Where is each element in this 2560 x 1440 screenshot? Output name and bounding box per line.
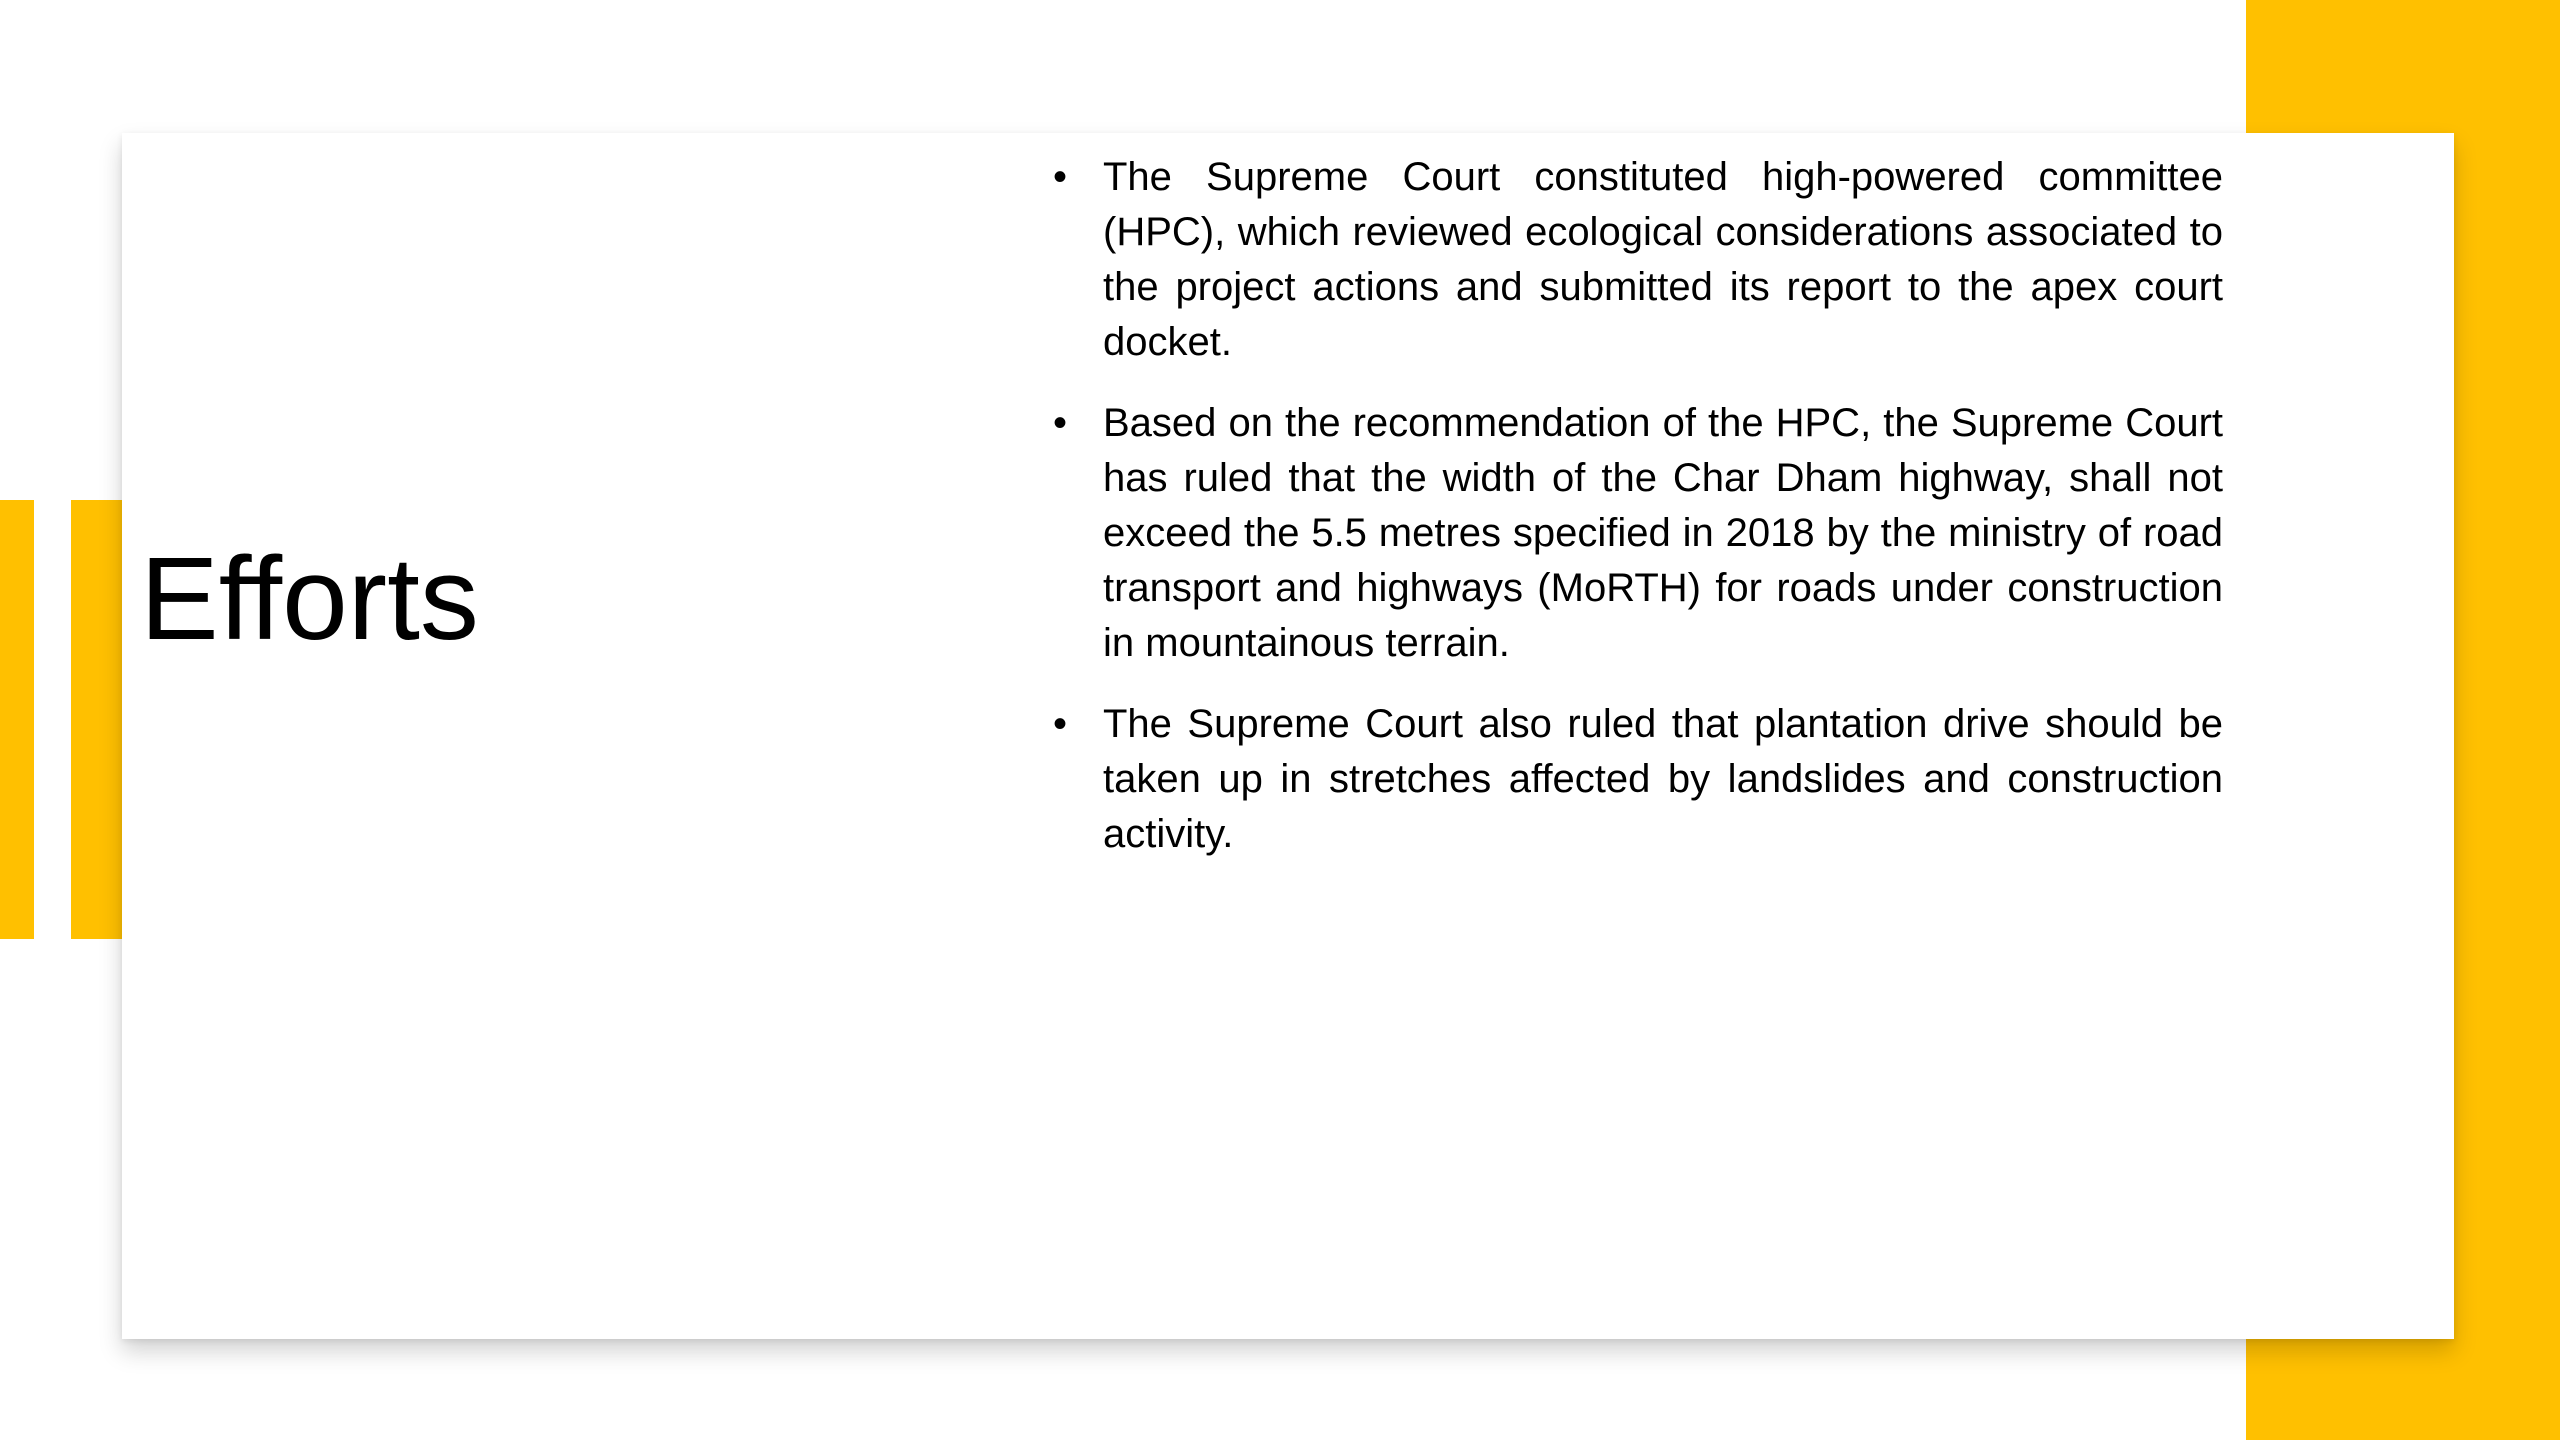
bullet-dot-icon: • <box>1053 155 1068 199</box>
bullet-item <box>1053 697 2223 862</box>
bullet-item <box>1053 396 2223 671</box>
bullet-text: Based on the recommendation of the HPC, the Supreme Court has ruled that the width of the Char Dham highway, shall not exceed the 5.5 metres specified in 2018 by the ministry of road transport and highways (MoRTH) for roads under construction in mountainous terrain. <box>1103 401 2223 665</box>
bullet-dot-icon: • <box>1053 401 1068 445</box>
bullet-text: The Supreme Court constituted high-powered committee (HPC), which reviewed ecological considerations associated to the project actions and submitted its report to the apex court docket. <box>1103 155 2223 364</box>
bullet-dot-icon: • <box>1053 702 1068 746</box>
bullet-item <box>1053 150 2223 370</box>
accent-bar-left-thick <box>71 500 123 939</box>
bullet-list <box>1053 150 2223 888</box>
accent-bar-left-thin <box>0 500 34 939</box>
bullet-text: The Supreme Court also ruled that plantation drive should be taken up in stretches affected by landslides and construction activity. <box>1103 702 2223 856</box>
slide-title: Efforts <box>140 533 479 665</box>
